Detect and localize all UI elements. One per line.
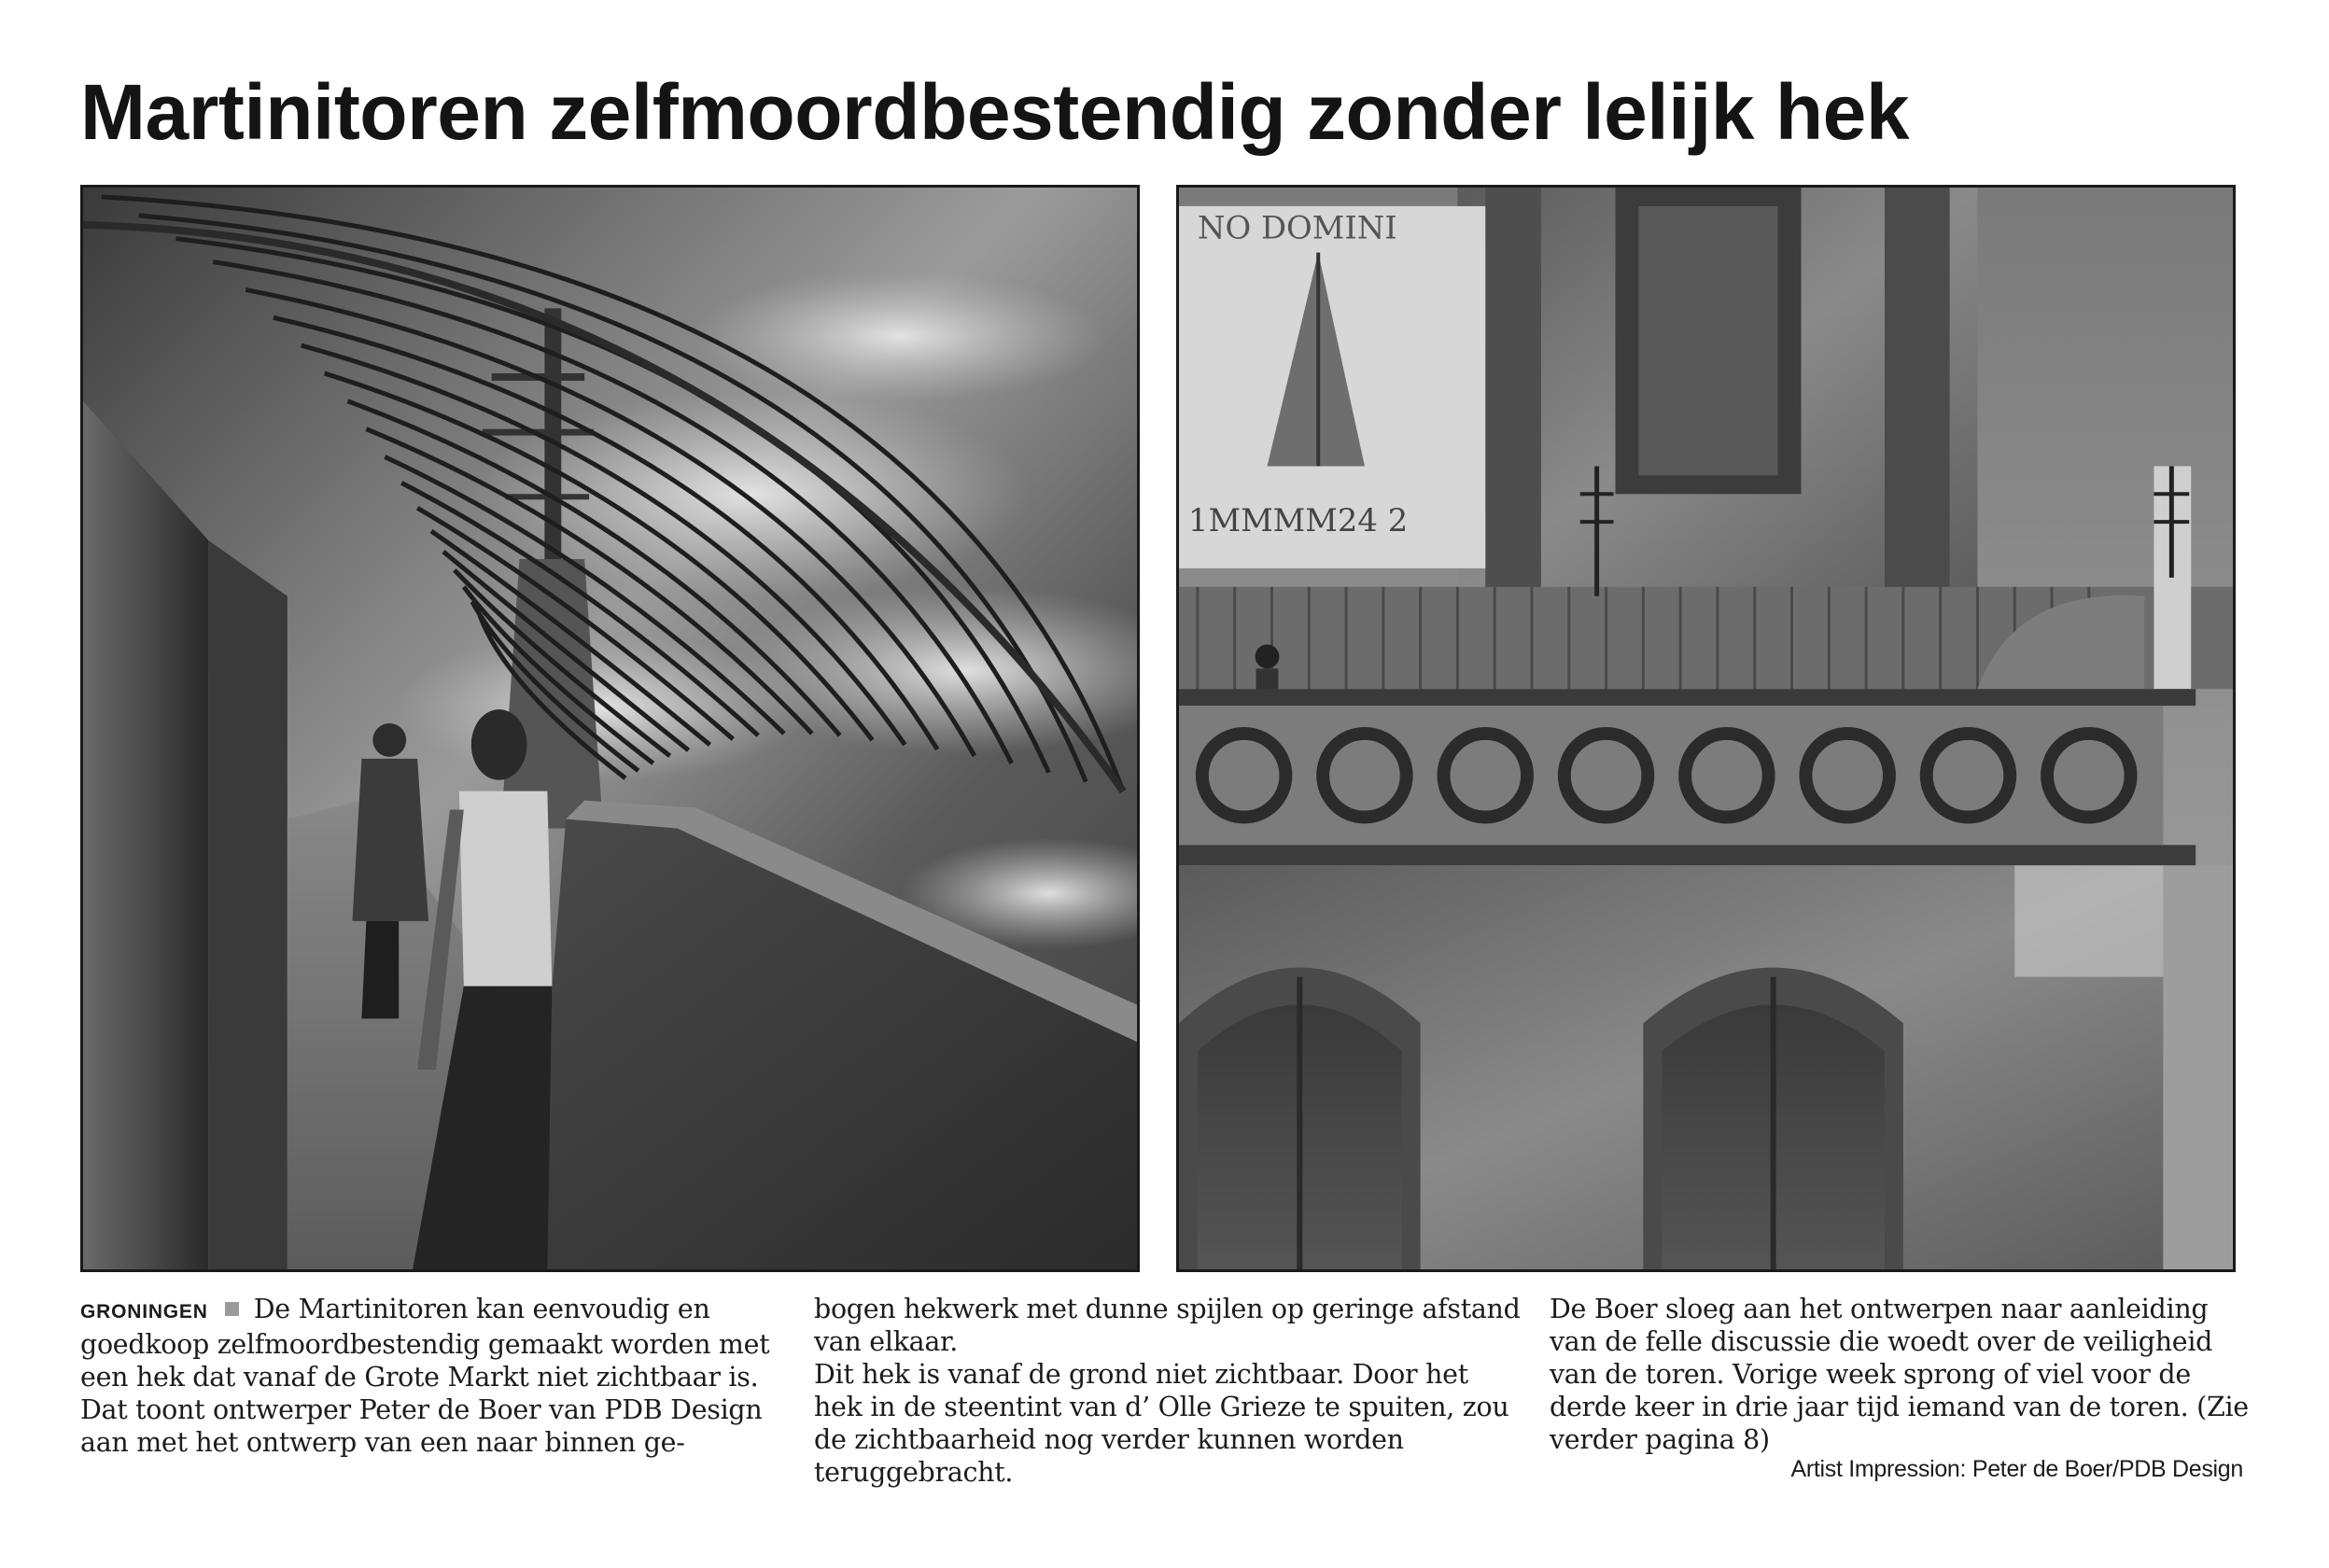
article-column-1 [80, 1293, 790, 1459]
tower-render-icon [1179, 188, 2233, 1269]
article-paragraph: De Boer sloeg aan het ontwerpen naar aanleiding van de felle discussie die woedt over de veiligheid van de toren. Vorige week sprong of viel voor de derde keer in drie jaar tijd iemand van de toren. (Zie verder pagina 8) [1550, 1294, 2249, 1455]
article-text: De Martinitoren kan eenvoudig en goedkoop zelfmoordbestendig gemaakt worden met een hek dat vanaf de Grote Markt niet zichtbaar is. [80, 1294, 770, 1393]
dateline: GRONINGEN [80, 1301, 208, 1323]
walkway-photo [80, 185, 1140, 1272]
article-paragraph: bogen hekwerk met dunne spijlen op geringe afstand van elkaar. [814, 1294, 1521, 1357]
article-paragraph [80, 1293, 790, 1393]
headline: Martinitoren zelfmoordbestendig zonder lelijk hek [80, 68, 1910, 156]
article-column-2 [814, 1293, 1523, 1489]
walkway-render-icon [83, 188, 1137, 1269]
photo-credit: Artist Impression: Peter de Boer/PDB Design [1790, 1456, 2243, 1482]
clock-digits: 1MMMM24 2 [1187, 502, 1409, 539]
clock-text: NO DOMINI [1197, 209, 1397, 246]
article-paragraph: Dit hek is vanaf de grond niet zichtbaar. Door het hek in de steentint van d’ Olle Grieze te spuiten, zou de zichtbaarheid nog verder kunnen worden teruggebracht. [814, 1359, 1509, 1488]
article-column-3 [1550, 1293, 2259, 1456]
article-paragraph: Dat toont ontwerper Peter de Boer van PDB Design aan met het ontwerp van een naar binnen ge- [80, 1394, 763, 1458]
tower-photo [1176, 185, 2236, 1272]
separator-square-icon [225, 1302, 239, 1316]
